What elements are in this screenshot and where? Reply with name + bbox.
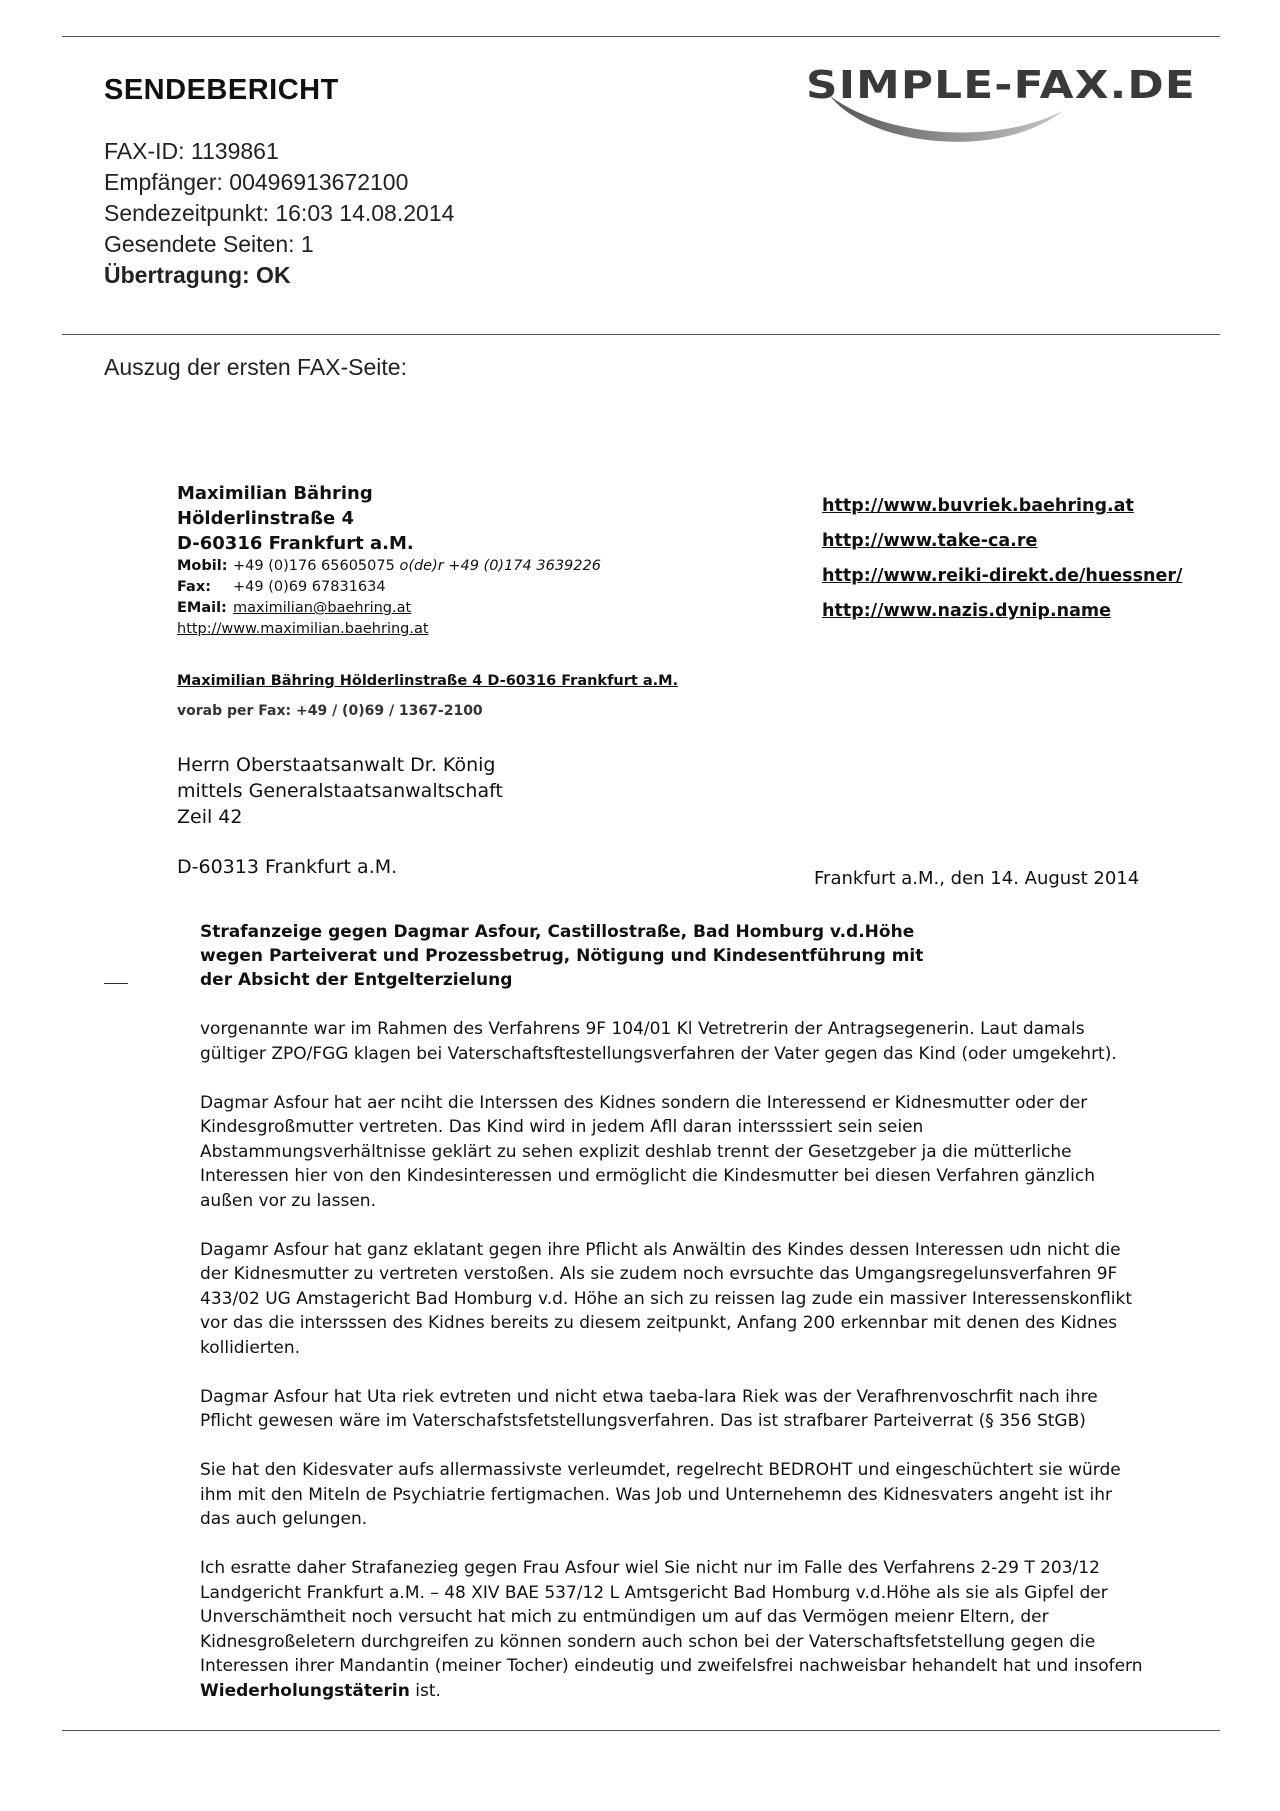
link-buvriek[interactable]: http://www.buvriek.baehring.at [822,496,1134,516]
mobile-value: +49 (0)176 65605075 [233,558,395,574]
paragraph-6-text: Ich esratte daher Strafanezieg gegen Frau Asfour wiel Sie nicht nur im Falle des Verfahrens 2-29 T 203/12 Landgericht Frankfurt a.M. – 48 XIV BAE 537/12 L Amtsgericht Bad Homburg v.d.Höhe als sie als Gipfel der Unverschämtheit noch versucht hat mich zu entmündigen um auf das Vermögen meienr Eltern, der Kidnesgroßeletern durchgreifen zu können sondern auch schon bei der Vaterschaftsfetstellung gegen die Interessen ihrer Mandantin (meiner Tocher) eindeutig und zweifelsfrei nachweisbar hehandelt hat und insofern [200,1558,1143,1676]
sender-street: Hölderlinstraße 4 [177,508,355,529]
transfer-status: Übertragung: OK [104,262,291,288]
link-nazis-dynip[interactable]: http://www.nazis.dynip.name [822,601,1111,621]
recipient-line-2: mittels Generalstaatsanwaltschaft [177,780,503,802]
svg-text:SIMPLE-FAX.DE: SIMPLE-FAX.DE [806,63,1196,107]
link-reiki-direkt[interactable]: http://www.reiki-direkt.de/huessner/ [822,566,1183,586]
subject-line-1: Strafanzeige gegen Dagmar Asfour, Castillostraße, Bad Homburg v.d.Höhe [200,922,915,942]
sender-name: Maximilian Bähring [177,483,373,504]
sent-pages: Gesendete Seiten: 1 [104,231,314,257]
fax-id: FAX-ID: 1139861 [104,138,279,164]
subject-line-3: der Absicht der Entgelterzielung [200,970,513,990]
fax-info [104,136,454,291]
links-block [822,489,1182,629]
sender-email [177,598,601,619]
sender-block [177,481,601,640]
paragraph-1: vorgenannte war im Rahmen des Verfahrens 9F 104/01 Kl Vetretrerin der Antragsegenerin. Laut damals gültiger ZPO/FGG klagen bei Vaterschaftsftestellungsverfahren der Vater gegen das Kind (oder umgekehrt). [200,1019,1117,1064]
mobile-alt: o(de)r +49 (0)174 3639226 [399,558,601,574]
paragraph-3: Dagamr Asfour hat ganz eklatant gegen ihre Pflicht als Anwältin des Kindes dessen Interessen udn nicht die der Kidnesmutter zu vertreten verstoßen. Als sie zudem noch evrsuchte das Umgangsregelunsverfahren 9F 433/02 UG Amstagericht Bad Homburg v.d. Höhe an sich zu reissen lag zude ein massiver Interessenskonflikt vor das die intersssen des Kidnes bereits zu diesem zeitpunkt, Anfang 200 erkennbar mit denen des Kidnes kollidierten. [200,1239,1133,1358]
recipient-city: D-60313 Frankfurt a.M. [177,856,398,878]
fax-prefix: vorab per Fax: +49 / (0)69 / 1367-2100 [177,703,483,719]
subject-block [200,920,923,992]
recipient-block [177,752,503,830]
bottom-divider [62,1730,1220,1731]
link-take-ca[interactable]: http://www.take-ca.re [822,531,1038,551]
excerpt-heading: Auszug der ersten FAX-Seite: [104,354,407,380]
paragraph-4: Dagmar Asfour hat Uta riek evtreten und nicht etwa taeba-lara Riek was der Verafhrenvoschrfit nach ihre Pflicht gewesen wäre im Vaterschafstsfetstellungsverfahren. Das ist strafbarer Parteiverrat (§ 356 StGB) [200,1386,1098,1431]
sender-city: D-60316 Frankfurt a.M. [177,533,414,554]
letter-date: Frankfurt a.M., den 14. August 2014 [814,868,1140,889]
simple-fax-logo [802,56,1202,152]
paragraph-6-emphasis: Wiederholungstäterin [200,1680,410,1701]
paragraph-2: Dagmar Asfour hat aer nciht die Interssen des Kidnes sondern die Interessend er Kidnesmutter oder der Kindesgroßmutter vertreten. Das Kind wird in jedem Afll daran intersssiert sein seien Abstammungsverhältnisse geklärt zu sehen explizit deshlab trennt der Gesetzgeber ja die mütterliche Interessen hier von den Kindesinteressen und ermöglicht die Kindesmutter bei diesen Verfahren gänzlich außen vor zu lassen. [200,1092,1095,1211]
paragraph-6 [200,1556,1144,1703]
mobile-label: Mobil: [177,558,228,574]
report-title: SENDEBERICHT [104,74,339,106]
fax-value: +49 (0)69 67831634 [233,579,386,595]
paragraph-5: Sie hat den Kidesvater aufs allermassivste verleumdet, regelrecht BEDROHT und eingeschüchtert sie würde ihm mit den Miteln de Psychiatrie fertigmachen. Was Job und Unternehemn des Kidnesvaters angeht ist ihr das auch gelungen. [200,1460,1121,1529]
fold-mark [104,983,128,984]
middle-divider [62,334,1220,335]
return-address: Maximilian Bähring Hölderlinstraße 4 D-60316 Frankfurt a.M. [177,673,679,689]
email-label: EMail: [177,600,227,616]
recipient-number: Empfänger: 00496913672100 [104,169,409,195]
letter-body [200,1017,1144,1728]
sender-mobile [177,556,601,577]
recipient-line-1: Herrn Oberstaatsanwalt Dr. König [177,754,496,776]
subject-line-2: wegen Parteiverat und Prozessbetrug, Nötigung und Kindesentführung mit [200,946,924,966]
recipient-line-3: Zeil 42 [177,806,243,828]
fax-label: Fax: [177,579,211,595]
sender-fax [177,577,601,598]
send-time: Sendezeitpunkt: 16:03 14.08.2014 [104,200,455,226]
top-divider [62,36,1220,37]
email-link[interactable]: maximilian@baehring.at [233,600,412,616]
sender-website-link[interactable]: http://www.maximilian.baehring.at [177,621,429,637]
paragraph-6-end: ist. [409,1680,441,1701]
